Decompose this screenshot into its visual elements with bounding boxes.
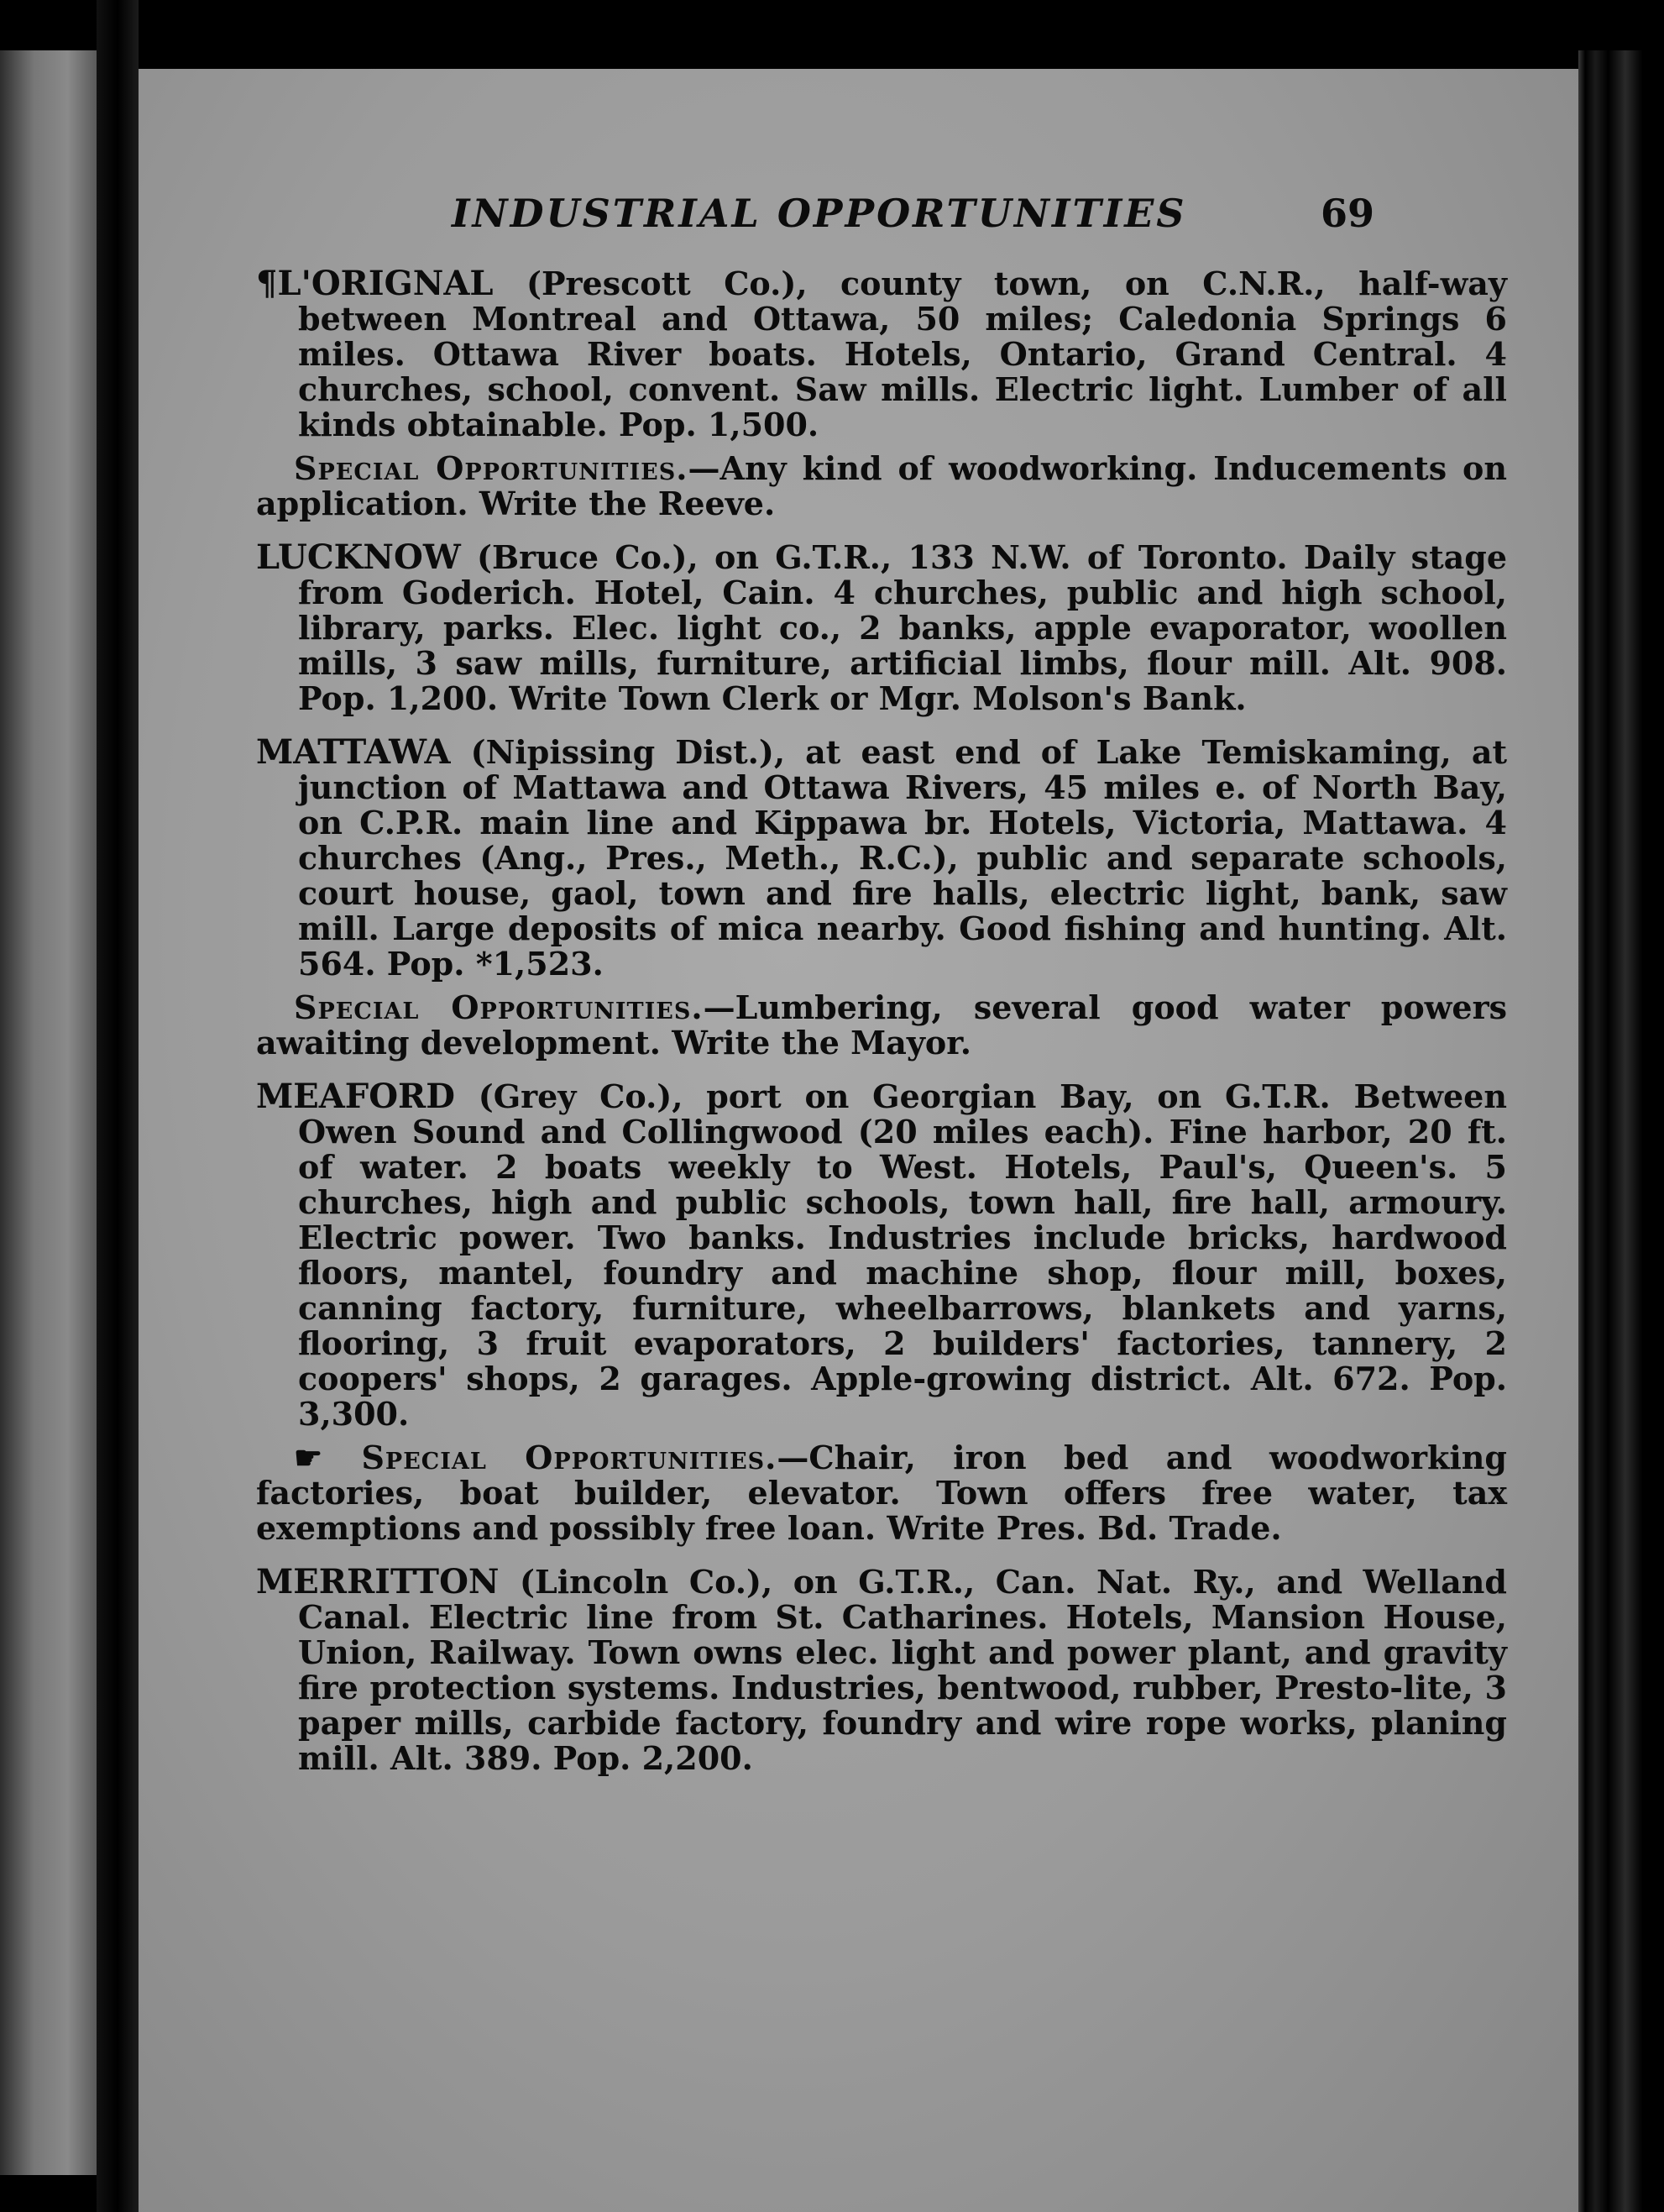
special-opportunities-label: Special Opportunities. (294, 449, 688, 487)
entry-merritton (256, 1562, 1507, 1777)
entry-body (256, 537, 1507, 717)
entry-body (256, 732, 1507, 983)
place-name: MATTAWA (256, 732, 451, 772)
entry-description: (Prescott Co.), county town, on C.N.R., half-way between Montreal and Ottawa, 50 miles; Caledonia Springs 6 miles. Ottawa River boats. Hotels, Ontario, Grand Central. 4 churches, school, convent. Saw mills. Electric light. Lumber of all kinds obtainable. Pop. 1,500. (298, 265, 1507, 443)
place-name: ¶L'ORIGNAL (256, 264, 494, 303)
entry-body (256, 1079, 1507, 1432)
special-opportunities (256, 1440, 1507, 1546)
entry-lucknow (256, 537, 1507, 717)
place-name: MEAFORD (256, 1077, 455, 1116)
entry-lorignal (256, 266, 1507, 522)
special-opportunities-label: ☛ Special Opportunities. (294, 1439, 777, 1476)
place-name: LUCKNOW (256, 537, 461, 577)
special-opportunities-label: Special Opportunities. (294, 988, 704, 1026)
entry-description: (Grey Co.), port on Georgian Bay, on G.T.R. Between Owen Sound and Collingwood (20 miles each). Fine harbor, 20 ft. of water. 2 boats weekly to West. Hotels, Paul's, Queen's. 5 churches, high and public schools, town hall, fire hall, armoury. Electric power. Two banks. Industries include bricks, hardwood floors, mantel, foundry and machine shop, flour mill, boxes, canning factory, furniture, wheelbarrows, blankets and yarns, flooring, 3 fruit evaporators, 2 builders' factories, tannery, 2 coopers' shops, 2 garages. Apple-growing district. Alt. 672. Pop. 3,300. (298, 1077, 1507, 1433)
special-opportunities-text: —Any kind of woodworking. Inducements on application. Write the Reeve. (256, 449, 1507, 522)
book-page (139, 69, 1578, 2212)
running-title: INDUSTRIAL OPPORTUNITIES (452, 191, 1187, 236)
page-header (139, 191, 1578, 241)
special-opportunities (256, 990, 1507, 1061)
place-name: MERRITTON (256, 1562, 500, 1601)
page-number: 69 (1321, 191, 1375, 236)
facing-page-edge (0, 50, 97, 2175)
page-stack-edge (1578, 50, 1664, 2212)
special-opportunities-text: —Chair, iron bed and woodworking factories, boat builder, elevator. Town offers free water, tax exemptions and possibly free loan. Write Pres. Bd. Trade. (256, 1439, 1507, 1547)
entry-mattawa (256, 732, 1507, 1061)
gazetteer-entries (256, 266, 1507, 1795)
entry-description: (Lincoln Co.), on G.T.R., Can. Nat. Ry., and Welland Canal. Electric line from St. Catharines. Hotels, Mansion House, Union, Railway. Town owns elec. light and power plant, and gravity fire protection systems. Industries, bentwood, rubber, Presto-lite, 3 paper mills, carbide factory, foundry and wire rope works, planing mill. Alt. 389. Pop. 2,200. (298, 1563, 1507, 1777)
entry-description: (Bruce Co.), on G.T.R., 133 N.W. of Toronto. Daily stage from Goderich. Hotel, Cain. 4 churches, public and high school, library, parks. Elec. light co., 2 banks, apple evaporator, woollen mills, 3 saw mills, furniture, artificial limbs, flour mill. Alt. 908. Pop. 1,200. Write Town Clerk or Mgr. Molson's Bank. (298, 538, 1507, 717)
entry-description: (Nipissing Dist.), at east end of Lake Temiskaming, at junction of Mattawa and Ottawa Rivers, 45 miles e. of North Bay, on C.P.R. main line and Kippawa br. Hotels, Victoria, Mattawa. 4 churches (Ang., Pres., Meth., R.C.), public and separate schools, court house, gaol, town and fire halls, electric light, bank, saw mill. Large deposits of mica nearby. Good fishing and hunting. Alt. 564. Pop. *1,523. (298, 733, 1507, 983)
special-opportunities (256, 451, 1507, 522)
book-gutter (97, 0, 139, 2212)
special-opportunities-text: —Lumbering, several good water powers awaiting development. Write the Mayor. (256, 988, 1507, 1061)
entry-meaford (256, 1079, 1507, 1546)
entry-body (256, 266, 1507, 443)
entry-body (256, 1562, 1507, 1777)
